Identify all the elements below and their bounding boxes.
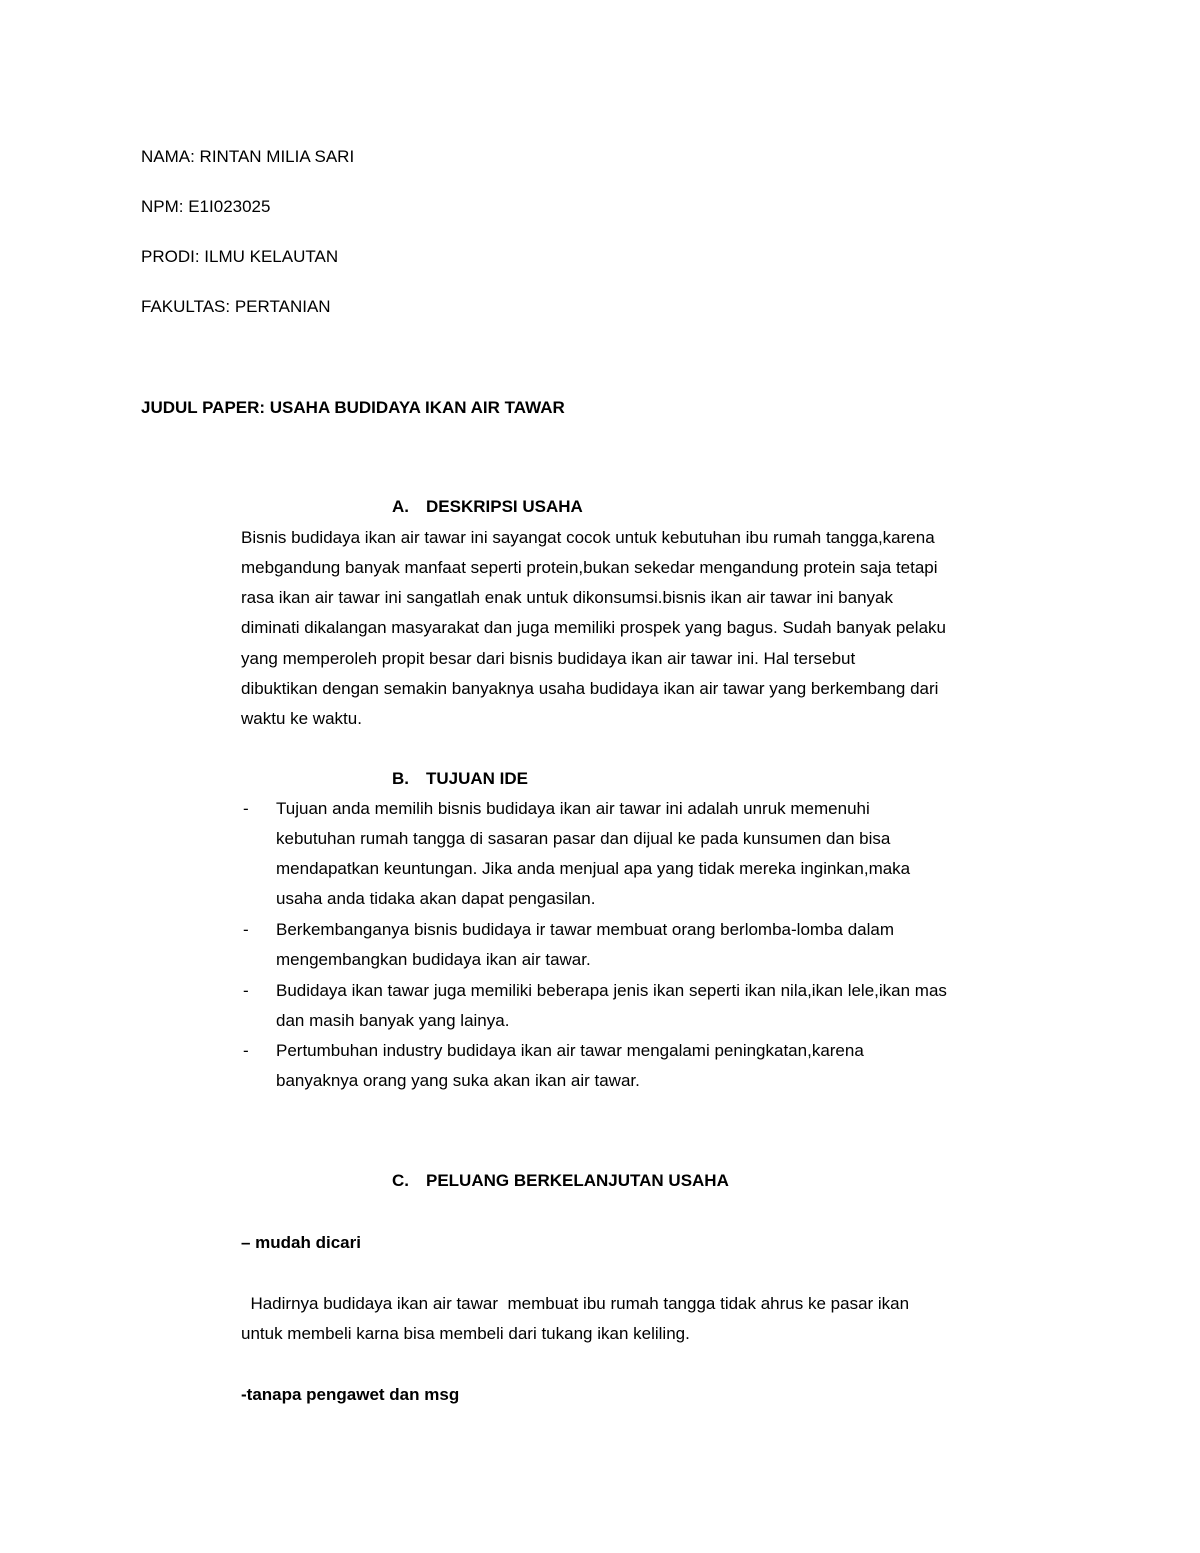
list-bullet: - bbox=[243, 920, 249, 939]
section-c-title: PELUANG BERKELANJUTAN USAHA bbox=[426, 1171, 729, 1190]
section-c-marker: C. bbox=[392, 1171, 409, 1190]
student-npm: NPM: E1I023025 bbox=[141, 197, 271, 216]
list-item-line: Tujuan anda memilih bisnis budidaya ikan air tawar ini adalah unruk memenuhi bbox=[276, 799, 870, 818]
list-item-line: mendapatkan keuntungan. Jika anda menjual apa yang tidak mereka inginkan,maka bbox=[276, 859, 911, 878]
section-c-subheading: -tanapa pengawet dan msg bbox=[241, 1385, 460, 1404]
list-item-line: Berkembanganya bisnis budidaya ir tawar membuat orang berlomba-lomba dalam bbox=[276, 920, 894, 939]
paragraph-line: waktu ke waktu. bbox=[241, 709, 362, 728]
paragraph-line: rasa ikan air tawar ini sangatlah enak untuk dikonsumsi.bisnis ikan air tawar ini banyak bbox=[241, 588, 894, 607]
paper-title: JUDUL PAPER: USAHA BUDIDAYA IKAN AIR TAWAR bbox=[141, 398, 565, 417]
paragraph-line: Bisnis budidaya ikan air tawar ini sayangat cocok untuk kebutuhan ibu rumah tangga,karena bbox=[241, 528, 935, 547]
student-fakultas: FAKULTAS: PERTANIAN bbox=[141, 297, 331, 316]
list-bullet: - bbox=[243, 981, 249, 1000]
list-bullet: - bbox=[243, 799, 249, 818]
section-a-marker: A. bbox=[392, 497, 409, 516]
paragraph-line: dibuktikan dengan semakin banyaknya usaha budidaya ikan air tawar yang berkembang dari bbox=[241, 679, 939, 698]
paragraph-line: mebgandung banyak manfaat seperti protein,bukan sekedar mengandung protein saja tetapi bbox=[241, 558, 938, 577]
paragraph-line: untuk membeli karna bisa membeli dari tukang ikan keliling. bbox=[241, 1324, 690, 1343]
list-item-line: kebutuhan rumah tangga di sasaran pasar dan dijual ke pada kunsumen dan bisa bbox=[276, 829, 891, 848]
section-a-title: DESKRIPSI USAHA bbox=[426, 497, 583, 516]
list-item-line: Pertumbuhan industry budidaya ikan air tawar mengalami peningkatan,karena bbox=[276, 1041, 864, 1060]
paragraph-line: diminati dikalangan masyarakat dan juga memiliki prospek yang bagus. Sudah banyak pelaku bbox=[241, 618, 946, 637]
list-bullet: - bbox=[243, 1041, 249, 1060]
paragraph-line: Hadirnya budidaya ikan air tawar membuat ibu rumah tangga tidak ahrus ke pasar ikan bbox=[241, 1294, 910, 1313]
list-item-line: Budidaya ikan tawar juga memiliki beberapa jenis ikan seperti ikan nila,ikan lele,ikan mas bbox=[276, 981, 947, 1000]
list-item-line: mengembangkan budidaya ikan air tawar. bbox=[276, 950, 591, 969]
student-prodi: PRODI: ILMU KELAUTAN bbox=[141, 247, 339, 266]
list-item-line: usaha anda tidaka akan dapat pengasilan. bbox=[276, 889, 596, 908]
section-b-title: TUJUAN IDE bbox=[426, 769, 529, 788]
section-c-subheading: – mudah dicari bbox=[241, 1233, 361, 1252]
paragraph-line: yang memperoleh propit besar dari bisnis budidaya ikan air tawar ini. Hal tersebut bbox=[241, 649, 856, 668]
section-b-marker: B. bbox=[392, 769, 409, 788]
list-item-line: dan masih banyak yang lainya. bbox=[276, 1011, 510, 1030]
student-name: NAMA: RINTAN MILIA SARI bbox=[141, 147, 355, 166]
list-item-line: banyaknya orang yang suka akan ikan air tawar. bbox=[276, 1071, 640, 1090]
